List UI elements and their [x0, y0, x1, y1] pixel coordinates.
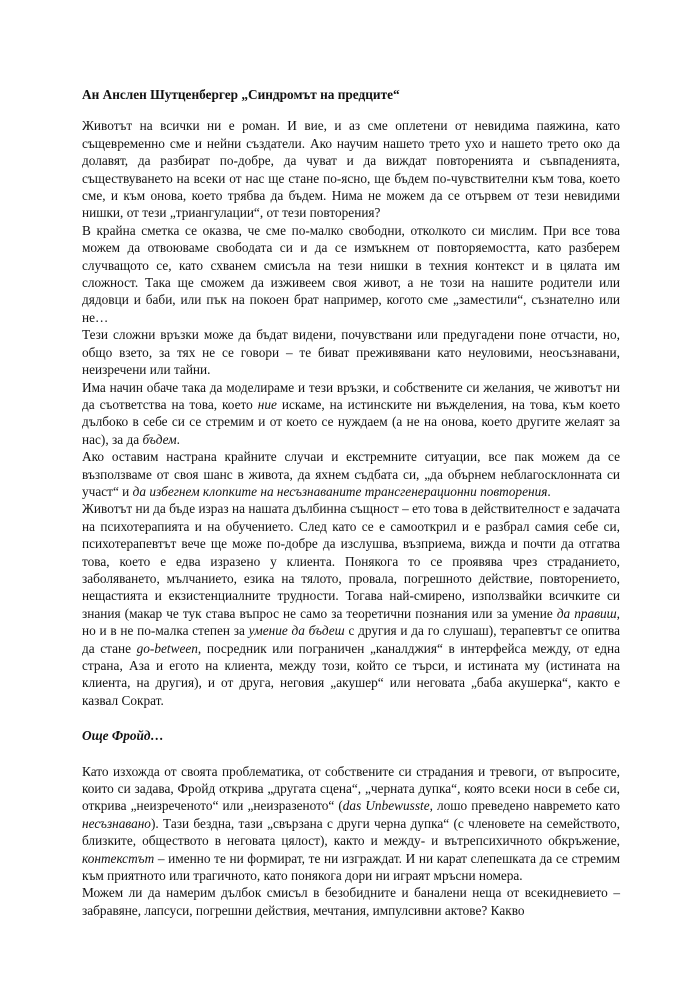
- text-run: Животът на всички ни е роман. И вие, и аз сме оплетени от невидима паяжина, като същевременно сме и нейни създатели. Ако научим нашето трето ухо и нашето трето око да долавят, да разбират по-добре, да чуват и да виждат повторенията и съвпаденията, съществуването на всеки от нас ще стане по-ясно, ще бъдем по-чувствителни към това, което сме, и към онова, което трябва да бъдем. Нима не можем да се отървем от тези невидими нишки, от тези „триангулации“, от тези повторения?: [82, 118, 620, 221]
- italic-text: контекстът: [82, 850, 155, 866]
- text-run: , но и в не по-малка степен за: [82, 605, 620, 639]
- text-run: .: [176, 431, 180, 447]
- paragraph: [82, 117, 620, 221]
- italic-text: go-between: [136, 640, 198, 656]
- paragraph: [82, 884, 620, 919]
- text-run: искаме, на истинските ни въжделения, на това, към което дълбоко в себе си се стремим и от което се нуждаем (а не на онова, което другите желаят за нас), за да: [82, 396, 620, 447]
- text-run: В крайна сметка се оказва, че сме по-малко свободни, отколкото си мислим. При все това можем да отвоюваме свободата си и да се измъкнем от повторяемостта, като разберем случващото се, като схванем смисъла на тези нишки в техния контекст и в цялата им сложност. Така ще сможем да изживеем своя живот, а не този на нашите родители или дядовци и баби, или пък на покоен брат например, когото сме „заместили“, съзнателно или не…: [82, 222, 620, 325]
- text-run: Има начин обаче така да моделираме и тези връзки, и собствените си желания, че животът ни да съответства на това, което: [82, 379, 620, 412]
- paragraph: [82, 448, 620, 500]
- italic-text: да правиш: [556, 605, 617, 621]
- text-run: , лошо преведено навремето като: [429, 798, 621, 814]
- document-title: Ан Анслен Шутценбергер „Синдромът на предците“: [82, 87, 400, 102]
- italic-text: да избегнем клопките на несъзнаваните трансгенерационни повторения: [132, 483, 548, 499]
- text-run: , посредник или пограничен „каналджия“ в интерфейса между, от една страна, Аза и егото на клиента, между този, който се търси, и истината му (истината на клиента, на другия), и от друга, неговия „акушер“ или неговата „баба акушерка“, както е казвал Сократ.: [82, 640, 620, 708]
- text-run: с другия и да го слушаш), терапевтът се опитва да стане: [82, 623, 620, 656]
- paragraph: [82, 379, 620, 449]
- italic-text: das Unbewusste: [342, 798, 430, 814]
- italic-text: несъзнавано: [82, 815, 151, 831]
- paragraph: [82, 500, 620, 709]
- section-heading: Още Фройд…: [82, 728, 164, 744]
- text-run: .: [547, 483, 551, 499]
- text-run: Животът ни да бъде израз на нашата дълбинна същност – ето това в действителност е задачата на психотерапията и на обучението. След като се е самооткрил и е разбрал самия себе си, психотерапевтът вече ще може по-добре да изслушва, възприема, вижда и почти да отгатва това, което е едва изразено у клиента. Понякога то се проявява чрез страданието, заболяването, мълчанието, езика на тялото, провала, погрешното действие, повторението, нещастията и екзистенциалните трудности. Тогава най-смирено, използвайки всичките си знания (макар че тук става въпрос не само за теоретични познания или за умение: [82, 501, 620, 621]
- text-run: Като изхожда от своята проблематика, от собствените си страдания и тревоги, от въпросите, които си задава, Фройд открива „другата сцена“, „черната дупка“, която всеки носи в себе си, открива „неизреченото“ или „неизразеното“ (: [82, 763, 620, 814]
- text-run: Тези сложни връзки може да бъдат видени, почувствани или предугадени поне отчасти, но, общо взето, за тях не се говори – те биват преживявани като неуловими, неосъзнавани, неизречени или тайни.: [82, 327, 620, 378]
- italic-text: ние: [257, 396, 277, 412]
- document-body: [82, 86, 620, 919]
- italic-text: умение да бъдеш: [248, 623, 345, 639]
- paragraph: [82, 763, 620, 885]
- text-run: Ако оставим настрана крайните случаи и екстремните ситуации, все пак можем да се възползваме от своя шанс в живота, да яхнем съдбата си, „да обърнем неблагосклонната си участ“ и: [82, 449, 620, 499]
- paragraph: [82, 222, 620, 326]
- italic-text: бъдем: [142, 431, 177, 447]
- paragraph: [82, 326, 620, 378]
- text-run: Можем ли да намерим дълбок смисъл в безобидните и баналени неща от всекидневието – забравяне, лапсуси, погрешни действия, мечтания, импулсивни актове? Какво: [82, 885, 620, 918]
- text-run: – именно те ни формират, те ни изграждат. И ни карат слепешката да се стремим към приятното или трагичното, като понякога дори ни играят мръсни номера.: [82, 850, 620, 884]
- text-run: ). Тази бездна, тази „свързана с други черна дупка“ (с членовете на семейството, близките, обществото в неговата цялост), както и между- и вътрепсихичното обкръжение,: [82, 815, 620, 849]
